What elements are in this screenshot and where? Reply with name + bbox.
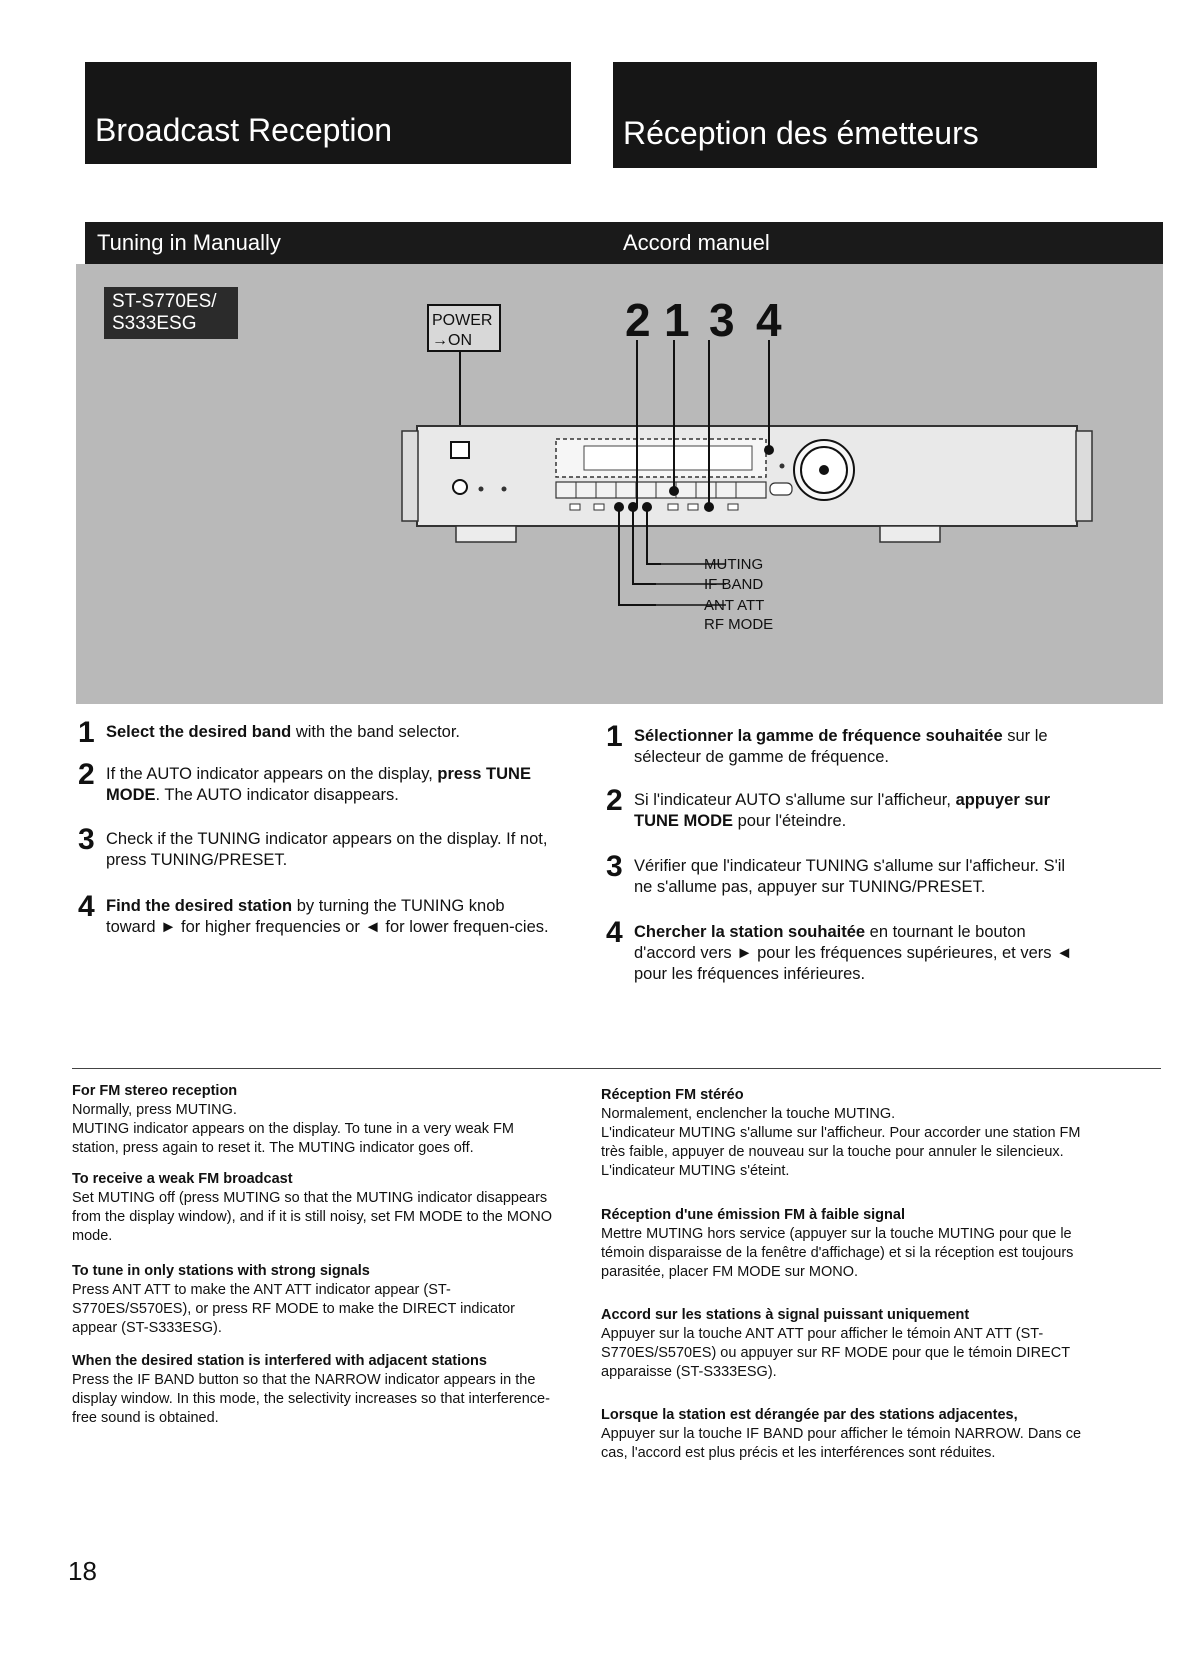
note-heading: When the desired station is interfered with adjacent stations [72,1353,487,1369]
note-en-4 [72,1352,562,1428]
note-heading: To tune in only stations with strong signals [72,1263,370,1279]
step-fr-1 [606,722,1086,768]
step-bold: Select the desired band [106,723,292,741]
step-fr-3 [606,852,1086,898]
note-heading: To receive a weak FM broadcast [72,1171,293,1187]
note-heading: Réception FM stéréo [601,1087,744,1103]
tuner-handle-right [1076,431,1092,521]
note-body: Normalement, enclencher la touche MUTING. L'indicateur MUTING s'allume sur l'afficheur. Pour accorder une station FM très faible, appuyer de nouveau sur la touche pour annuler le silencieux. L'indicateur MUTING s'éteint. [601,1106,1081,1179]
note-fr-4 [601,1406,1091,1463]
note-body: Mettre MUTING hors service (appuyer sur la touche MUTING pour que le témoin disparaisse de la fenêtre d'affichage) et si la réception est toujours parasitée, placer FM MODE sur MONO. [601,1226,1074,1280]
step-number: 2 [606,784,623,817]
step-number: 4 [78,890,95,923]
step-en-1 [78,718,558,748]
tuner-handle-left [402,431,418,521]
button-row [556,482,766,498]
note-heading: Accord sur les stations à signal puissant uniquement [601,1307,970,1323]
step-en-3 [78,825,558,871]
callout-1: 1 [664,294,690,346]
step-bold: press TUNE MODE [106,765,531,804]
step-bold: Sélectionner la gamme de fréquence souhaitée [634,727,1003,745]
step-text-pre: Si l'indicateur AUTO s'allume sur l'afficheur, [634,791,956,809]
note-body: Press the IF BAND button so that the NARROW indicator appears in the display window. In this mode, the selectivity increases so that interference-free sound is obtained. [72,1372,550,1426]
note-en-1 [72,1082,562,1158]
step-text-pre: If the AUTO indicator appears on the display, [106,765,438,783]
note-heading: For FM stereo reception [72,1083,238,1099]
step-number: 4 [606,916,623,949]
divider [72,1068,1161,1069]
note-fr-2 [601,1206,1091,1282]
callout-3: 3 [709,294,735,346]
title-bar-en [85,62,571,164]
note-en-2 [72,1170,562,1246]
step-number: 2 [78,758,95,791]
band-selector-knob [453,480,467,494]
step-en-2 [78,760,558,806]
step-text: Check if the TUNING indicator appears on the display. If not, press TUNING/PRESET. [106,830,548,869]
page-title-fr: Réception des émetteurs [623,114,979,151]
step-text: Vérifier que l'indicateur TUNING s'allume sur l'afficheur. S'il ne s'allume pas, appuyer sur TUNING/PRESET. [634,857,1066,896]
label-rf-mode: RF MODE [704,616,774,633]
callout-2: 2 [625,294,651,346]
step-text: pour l'éteindre. [733,812,847,830]
step-fr-2 [606,786,1086,832]
note-body: Set MUTING off (press MUTING so that the MUTING indicator disappears from the display window), and if it is still noisy, set FM MODE to the MONO mode. [72,1190,552,1244]
step-bold: Find the desired station [106,897,293,915]
step-number: 3 [78,823,95,856]
note-body: Normally, press MUTING. MUTING indicator appears on the display. To tune in a very weak FM station, press again to reset it. The MUTING indicator goes off. [72,1102,514,1156]
section-title-en: Tuning in Manually [97,230,281,255]
page-number: 18 [68,1556,97,1586]
section-bar [85,222,1163,264]
step-text: en tournant le bouton d'accord vers ► pour les fréquences supérieures, et vers ◄ pour les fréquences inférieures. [634,923,1073,983]
step-bold: appuyer sur TUNE MODE [634,791,1051,830]
step-en-4 [78,892,558,938]
step-number: 1 [606,720,623,753]
note-body: Appuyer sur la touche IF BAND pour afficher le témoin NARROW. Dans ce cas, l'accord est plus précis et les interférences sont réduites. [601,1426,1082,1461]
tuner-foot-right [880,526,940,542]
power-label-1: POWER [432,312,493,329]
page-title-en: Broadcast Reception [95,111,393,148]
step-text: with the band selector. [291,723,461,741]
note-body: Appuyer sur la touche ANT ATT pour afficher le témoin ANT ATT (ST-S770ES/S570ES) ou appuyer sur RF MODE pour que le témoin DIRECT apparaisse (ST-S333ESG). [601,1326,1070,1380]
tuner-foot-left [456,526,516,542]
label-ant-att: ANT ATT [704,597,765,614]
step-bold: Chercher la station souhaitée [634,923,866,941]
step-number: 1 [78,716,95,749]
step-fr-4 [606,918,1086,985]
note-heading: Réception d'une émission FM à faible signal [601,1207,905,1223]
power-button [451,442,469,458]
power-label-2: →ON [432,332,472,349]
tuner-diagram [76,264,1163,704]
callout-4: 4 [756,294,782,346]
section-title-fr: Accord manuel [623,230,770,255]
title-bar-fr [613,62,1097,168]
step-text: . The AUTO indicator disappears. [155,786,399,804]
label-if-band: IF BAND [704,576,764,593]
model-line-2: S333ESG [112,313,197,334]
step-number: 3 [606,850,623,883]
step-text: by turning the TUNING knob toward ► for higher frequencies or ◄ for lower frequen-cies. [106,897,549,936]
step-text: sur le sélecteur de gamme de fréquence. [634,727,1048,766]
note-fr-3 [601,1306,1091,1382]
note-body: Press ANT ATT to make the ANT ATT indicator appear (ST-S770ES/S570ES), or press RF MODE to make the DIRECT indicator appear (ST-S333ESG). [72,1282,515,1336]
note-en-3 [72,1262,562,1338]
note-fr-1 [601,1086,1091,1181]
label-muting: MUTING [704,556,764,573]
note-heading: Lorsque la station est dérangée par des stations adjacentes, [601,1407,1018,1423]
model-line-1: ST-S770ES/ [112,291,217,312]
